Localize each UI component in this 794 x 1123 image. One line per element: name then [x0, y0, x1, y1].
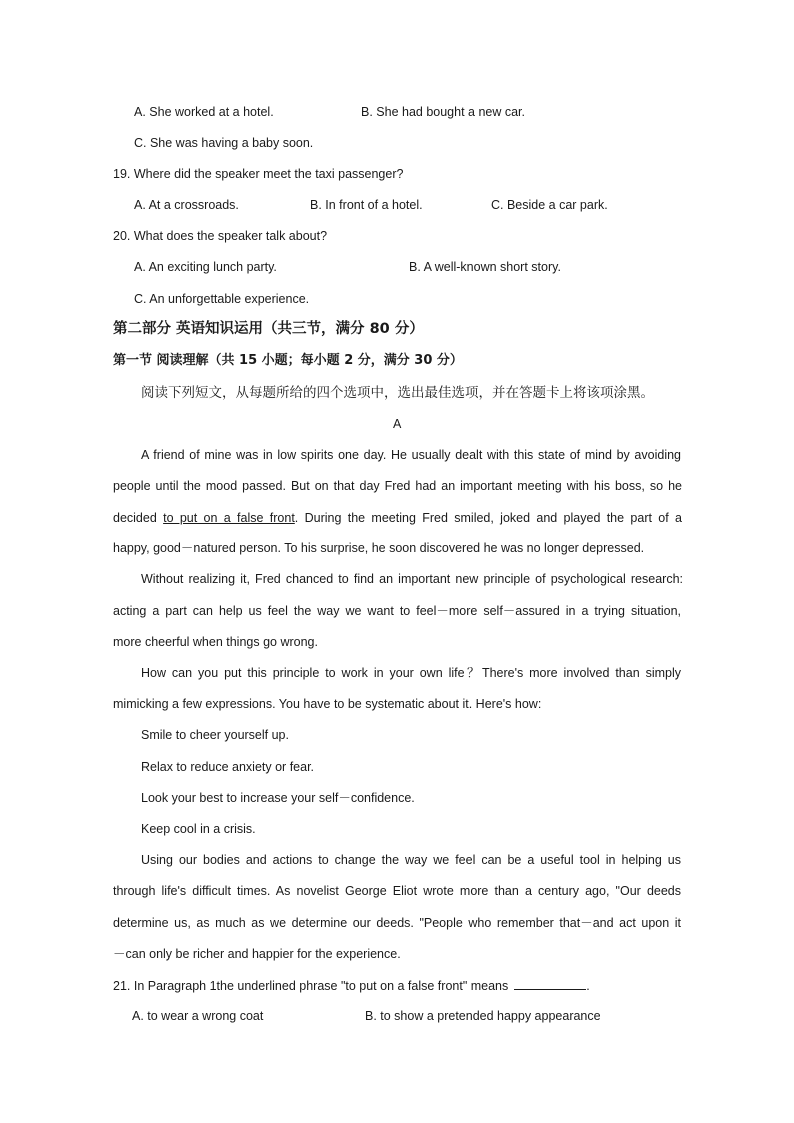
underlined-phrase: to put on a false front — [163, 511, 295, 525]
q19-option-b: B. In front of a hotel. — [310, 198, 423, 212]
passage-label: A — [393, 417, 402, 431]
passage-p1-line2: people until the mood passed. But on that day Fred had an important meeting with his boss, so he — [113, 479, 682, 493]
q18-option-a: A. She worked at a hotel. — [134, 105, 274, 119]
q20-option-a: A. An exciting lunch party. — [134, 260, 277, 274]
passage-p2-line2: acting a part can help us feel the way we want to feel－more self－assured in a trying situation, — [113, 604, 681, 618]
passage-p1-line3-post: . During the meeting Fred smiled, joked and played the part of a — [294, 511, 682, 525]
q20-stem: 20. What does the speaker talk about? — [113, 229, 328, 243]
q20-option-b: B. A well-known short story. — [409, 260, 561, 274]
q19-option-a: A. At a crossroads. — [134, 198, 239, 212]
instructions: 阅读下列短文，从每题所给的四个选项中，选出最佳选项，并在答题卡上将该项涂黑。 — [141, 385, 654, 401]
passage-p4-line4: －can only be richer and happier for the experience. — [113, 947, 401, 961]
q21-stem-end: . — [586, 979, 590, 993]
q21-option-b: B. to show a pretended happy appearance — [365, 1009, 601, 1023]
answer-blank — [514, 977, 586, 990]
passage-p1-line3-pre: decided — [113, 511, 164, 525]
passage-p4-line2: through life's difficult times. As novelist George Eliot wrote more than a century ago, "Our deeds — [113, 884, 681, 898]
passage-p3-line1: How can you put this principle to work in your own life？There's more involved than simply — [141, 666, 681, 680]
passage-p2-line1: Without realizing it, Fred chanced to find an important new principle of psychological research: — [141, 572, 683, 586]
section1-heading: 第一节 阅读理解（共 15 小题；每小题 2 分，满分 30 分） — [113, 353, 463, 368]
q18-option-c: C. She was having a baby soon. — [134, 136, 314, 150]
q19-option-c: C. Beside a car park. — [491, 198, 608, 212]
passage-p1-line4: happy, good－natured person. To his surprise, he soon discovered he was no longer depressed. — [113, 541, 645, 555]
passage-p3-line2: mimicking a few expressions. You have to be systematic about it. Here's how: — [113, 697, 542, 711]
passage-p4-line3: determine us, as much as we determine our deeds. "People who remember that－and act upon it — [113, 916, 681, 930]
passage-p2-line3: more cheerful when things go wrong. — [113, 635, 318, 649]
tip-smile: Smile to cheer yourself up. — [141, 728, 289, 742]
tip-keep-cool: Keep cool in a crisis. — [141, 822, 256, 836]
passage-p1-line1: A friend of mine was in low spirits one day. He usually dealt with this state of mind by avoiding — [141, 448, 681, 462]
q20-option-c: C. An unforgettable experience. — [134, 292, 310, 306]
q21-stem: 21. In Paragraph 1the underlined phrase "to put on a false front" means — [113, 979, 509, 993]
tip-relax: Relax to reduce anxiety or fear. — [141, 760, 315, 774]
q21-stem-line — [113, 977, 590, 994]
q18-option-b: B. She had bought a new car. — [361, 105, 526, 119]
q21-option-a: A. to wear a wrong coat — [132, 1009, 264, 1023]
passage-p4-line1: Using our bodies and actions to change the way we feel can be a useful tool in helping us — [141, 853, 681, 867]
part2-heading: 第二部分 英语知识运用（共三节，满分 80 分） — [113, 321, 424, 337]
tip-look-best: Look your best to increase your self－confidence. — [141, 791, 415, 805]
q19-stem: 19. Where did the speaker meet the taxi passenger? — [113, 167, 404, 181]
passage-p1-line3 — [113, 510, 682, 526]
